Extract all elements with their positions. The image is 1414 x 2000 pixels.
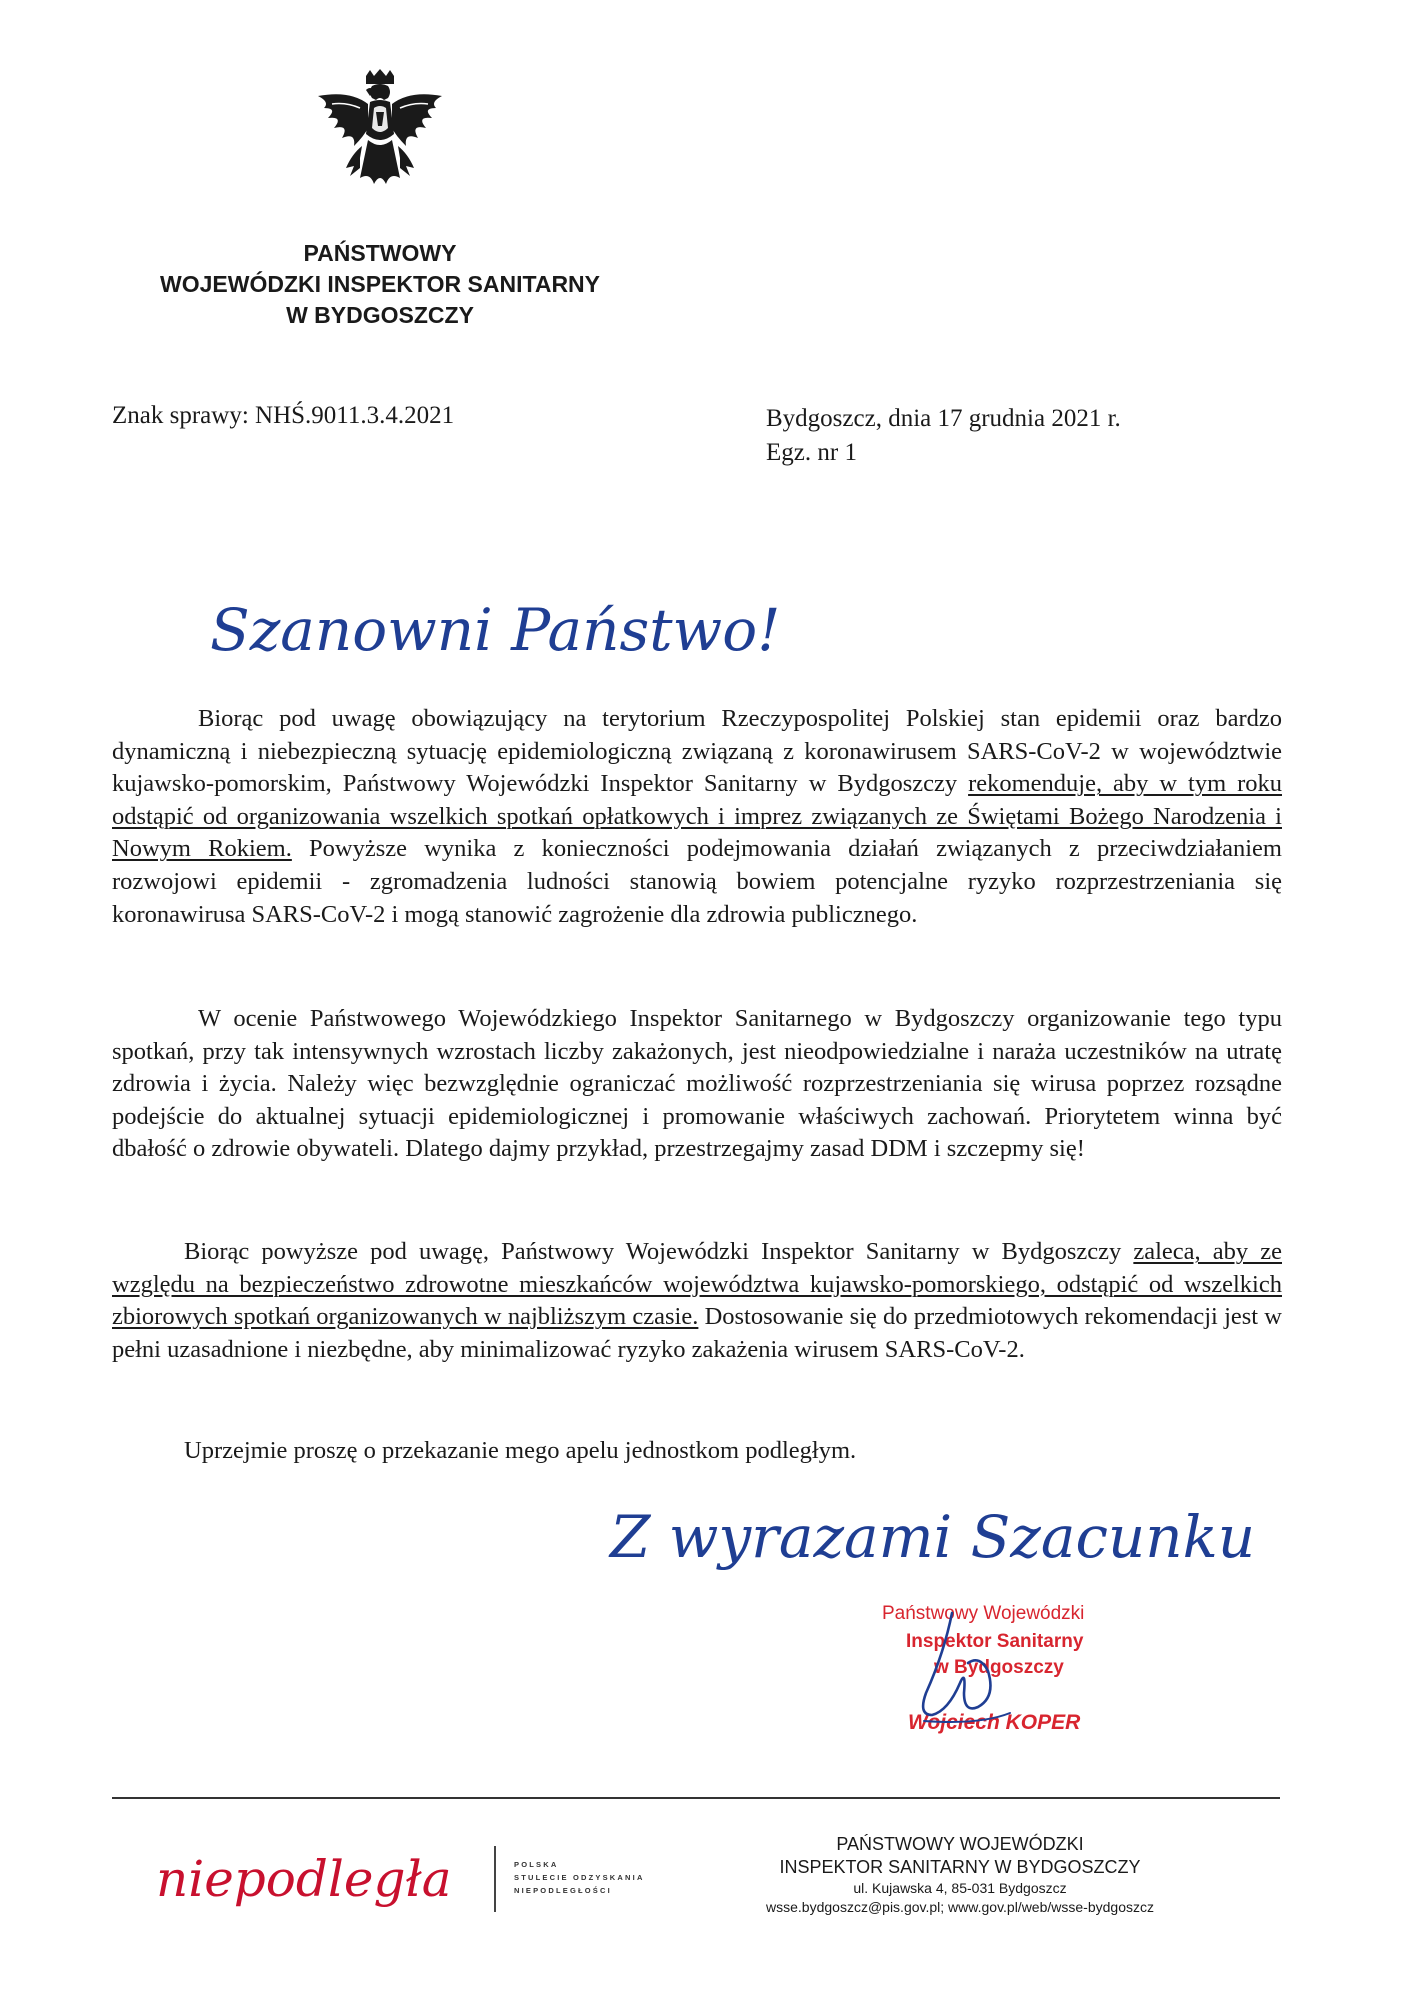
signature-scribble	[860, 1593, 1160, 1753]
closing-text: Z wyrazami Szacunku	[610, 1503, 1256, 1571]
polish-eagle-emblem	[310, 68, 450, 218]
stamp-signatory-name: Wojciech KOPER	[908, 1711, 1081, 1734]
niepodlegla-logo	[150, 1826, 480, 1936]
anniversary-line-2: STULECIE ODZYSKANIA	[514, 1873, 645, 1882]
authority-line-3: W BYDGOSZCZY	[286, 302, 474, 328]
footer-address-block	[690, 1833, 1230, 1917]
paragraph-1-text-a: Biorąc pod uwagę obowiązujący na terytorium Rzeczypospolitej Polskiej stan epidemii oraz bardzo dynamiczną i niebezpieczną sytuację epidemiologiczną związaną z koronawirusem SARS-CoV-2 w województwie kujawsko-pomorskim, Państwowy Wojewódzki Inspektor Sanitarny w Bydgoszczy	[112, 705, 1282, 798]
paragraph-3-text-a: Biorąc powyższe pod uwagę, Państwowy Wojewódzki Inspektor Sanitarny w Bydgoszczy	[184, 1238, 1134, 1265]
footer-contact: wsse.bydgoszcz@pis.gov.pl; www.gov.pl/web/wsse-bydgoszcz	[766, 1899, 1154, 1915]
anniversary-line-1: POLSKA	[514, 1860, 559, 1869]
paragraph-1-recommendation: rekomenduje, aby w tym roku odstąpić od organizowania wszelkich spotkań opłatkowych i imprez związanych ze Świętami Bożego Narodzenia i Nowym Rokiem.	[112, 770, 1282, 863]
anniversary-line-3: NIEPODLEGŁOŚCI	[514, 1886, 612, 1895]
paragraph-2	[112, 1003, 1282, 1166]
stamp-line-3: w Bydgoszczy	[934, 1657, 1064, 1678]
paragraph-4	[112, 1435, 1282, 1468]
paragraph-3-text-b: Dostosowanie się do przedmiotowych rekomendacji jest w pełni uzasadnione i niezbędne, aby minimalizować ryzyko zakażenia wirusem SARS-CoV-2.	[112, 1303, 1282, 1363]
paragraph-2-text: W ocenie Państwowego Wojewódzkiego Inspektor Sanitarnego w Bydgoszczy organizowanie tego typu spotkań, przy tak intensywnych wzrostach liczby zakażonych, jest nieodpowiedzialne i naraża uczestników na utratę zdrowia i życia. Należy więc bezwzględnie ograniczać możliwość rozprzestrzeniania się wirusa poprzez rozsądne podejście do aktualnej sytuacji epidemiologicznej i promowanie właściwych zachowań. Priorytetem winna być dbałość o zdrowie obywateli. Dlatego dajmy przykład, przestrzegajmy zasad DDM i szczepmy się!	[112, 1005, 1282, 1163]
letter-date: Bydgoszcz, dnia 17 grudnia 2021 r.	[766, 405, 1121, 432]
paragraph-3	[112, 1236, 1282, 1366]
paragraph-1	[112, 703, 1282, 931]
paragraph-3-recommendation: zaleca, aby ze względu na bezpieczeństwo zdrowotne mieszkańców województwa kujawsko-pomorskiego, odstąpić od wszelkich zbiorowych spotkań organizowanych w najbliższym czasie.	[112, 1238, 1282, 1331]
case-reference: Znak sprawy: NHŚ.9011.3.4.2021	[112, 402, 455, 429]
authority-line-1: PAŃSTWOWY	[303, 240, 457, 266]
footer-divider-line	[112, 1797, 1280, 1799]
logo-divider	[494, 1846, 496, 1912]
logo-text: niepodległa	[156, 1850, 452, 1908]
official-stamp	[860, 1593, 1160, 1753]
paragraph-4-text: Uprzejmie proszę o przekazanie mego apelu jednostkom podległym.	[184, 1437, 857, 1464]
authority-header	[110, 238, 650, 331]
anniversary-label	[514, 1858, 645, 1897]
footer-authority-name-1: PAŃSTWOWY WOJEWÓDZKI	[836, 1834, 1084, 1854]
footer-authority-name-2: INSPEKTOR SANITARNY W BYDGOSZCZY	[779, 1857, 1141, 1877]
authority-line-2: WOJEWÓDZKI INSPEKTOR SANITARNY	[160, 271, 600, 297]
stamp-line-1: Państwowy Wojewódzki	[882, 1603, 1085, 1624]
footer-street-address: ul. Kujawska 4, 85-031 Bydgoszcz	[853, 1880, 1067, 1896]
paragraph-1-text-b: Powyższe wynika z konieczności podejmowania działań związanych z przeciwdziałaniem rozwojowi epidemii - zgromadzenia ludności stanowią bowiem potencjalne ryzyko rozprzestrzeniania się koronawirusa SARS-CoV-2 i mogą stanowić zagrożenie dla zdrowia publicznego.	[112, 835, 1282, 928]
greeting-text: Szanowni Państwo!	[210, 596, 781, 664]
handwritten-greeting	[200, 575, 820, 685]
date-block	[766, 402, 1121, 470]
copy-number: Egz. nr 1	[766, 439, 857, 466]
stamp-line-2: Inspektor Sanitarny	[906, 1631, 1084, 1652]
